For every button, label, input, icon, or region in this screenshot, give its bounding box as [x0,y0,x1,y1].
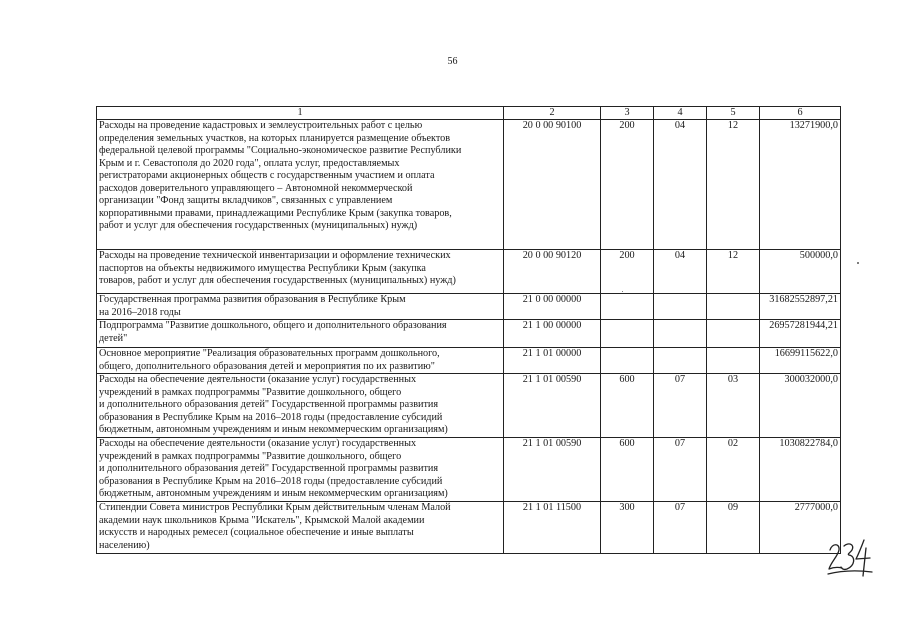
code-cell: 20 0 00 90100 [504,120,601,250]
table-row [97,294,841,320]
expense-type-cell: 600 [601,374,654,438]
expense-type-cell: 200 [601,120,654,250]
amount-cell: 2777000,0 [760,502,841,554]
table-row [97,320,841,348]
subsection-cell: 02 [707,438,760,502]
amount-cell: 500000,0 [760,250,841,294]
expense-type-cell [601,294,654,320]
subsection-cell [707,320,760,348]
expense-type-cell [601,348,654,374]
table-row [97,120,841,250]
table-row [97,250,841,294]
amount-cell: 16699115622,0 [760,348,841,374]
description-cell: Расходы на проведение технической инвентаризации и оформление технических паспортов на объекты недвижимого имущества Республики Крым (закупка товаров, работ и услуг для обеспечения государственных (муниципальных) нужд) [97,250,504,294]
section-cell [654,294,707,320]
header-cell: 2 [504,107,601,120]
section-cell: 07 [654,374,707,438]
handwritten-page-number [826,536,874,580]
subsection-cell [707,348,760,374]
scan-speck [857,262,859,264]
subsection-cell: 12 [707,120,760,250]
code-cell: 21 1 00 00000 [504,320,601,348]
section-cell: 07 [654,502,707,554]
table-row [97,502,841,554]
amount-cell: 1030822784,0 [760,438,841,502]
amount-cell: 300032000,0 [760,374,841,438]
table-row [97,348,841,374]
section-cell: 07 [654,438,707,502]
subsection-cell: 03 [707,374,760,438]
header-row [97,107,841,120]
description-cell: Подпрограмма "Развитие дошкольного, общего и дополнительного образования детей" [97,320,504,348]
expense-type-cell: 300 [601,502,654,554]
amount-cell: 13271900,0 [760,120,841,250]
budget-table [96,106,841,554]
header-cell: 3 [601,107,654,120]
code-cell: 21 1 01 00590 [504,438,601,502]
code-cell: 21 1 01 00000 [504,348,601,374]
code-cell: 21 1 01 11500 [504,502,601,554]
header-cell: 6 [760,107,841,120]
table-row [97,438,841,502]
expense-type-cell: 200 [601,250,654,294]
section-cell [654,348,707,374]
expense-type-cell [601,320,654,348]
amount-cell: 26957281944,21 [760,320,841,348]
header-cell: 5 [707,107,760,120]
subsection-cell [707,294,760,320]
code-cell: 20 0 00 90120 [504,250,601,294]
code-cell: 21 1 01 00590 [504,374,601,438]
section-cell: 04 [654,120,707,250]
table-row [97,374,841,438]
scan-speck [622,291,623,292]
description-cell: Основное мероприятие "Реализация образовательных программ дошкольного, общего, дополнительного образования детей и мероприятия по их развитию" [97,348,504,374]
amount-cell: 31682552897,21 [760,294,841,320]
description-cell: Стипендии Совета министров Республики Крым действительным членам Малой академии наук школьников Крыма "Искатель", Крымской Малой академии искусств и народных ремесел (социальное обеспечение и иные выплаты населению) [97,502,504,554]
description-cell: Государственная программа развития образования в Республике Крым на 2016–2018 годы [97,294,504,320]
section-cell: 04 [654,250,707,294]
header-cell: 1 [97,107,504,120]
subsection-cell: 12 [707,250,760,294]
description-cell: Расходы на обеспечение деятельности (оказание услуг) государственных учреждений в рамках подпрограммы "Развитие дошкольного, общего и дополнительного образования детей" Государственной программы развития образования в Республике Крым на 2016–2018 годы (предоставление субсидий бюджетным, автономным учреждениям и иным некоммерческим организациям) [97,438,504,502]
description-cell: Расходы на проведение кадастровых и землеустроительных работ с целью определения земельных участков, на которых планируется размещение объектов федеральной целевой программы "Социально-экономическое развитие Республики Крым и г. Севастополя до 2020 года", оплата услуг, предоставляемых регистраторами акционерных обществ с государственным участием и оплата расходов доверительного управляющего – Автономной некоммерческой организации "Фонд защиты вкладчиков", связанных с управлением корпоративными правами, принадлежащими Республике Крым (закупка товаров, работ и услуг для обеспечения государственных (муниципальных) нужд) [97,120,504,250]
description-cell: Расходы на обеспечение деятельности (оказание услуг) государственных учреждений в рамках подпрограммы "Развитие дошкольного, общего и дополнительного образования детей" Государственной программы развития образования в Республике Крым на 2016–2018 годы (предоставление субсидий бюджетным, автономным учреждениям и иным некоммерческим организациям) [97,374,504,438]
section-cell [654,320,707,348]
page-number: 56 [447,56,458,67]
header-cell: 4 [654,107,707,120]
code-cell: 21 0 00 00000 [504,294,601,320]
subsection-cell: 09 [707,502,760,554]
expense-type-cell: 600 [601,438,654,502]
